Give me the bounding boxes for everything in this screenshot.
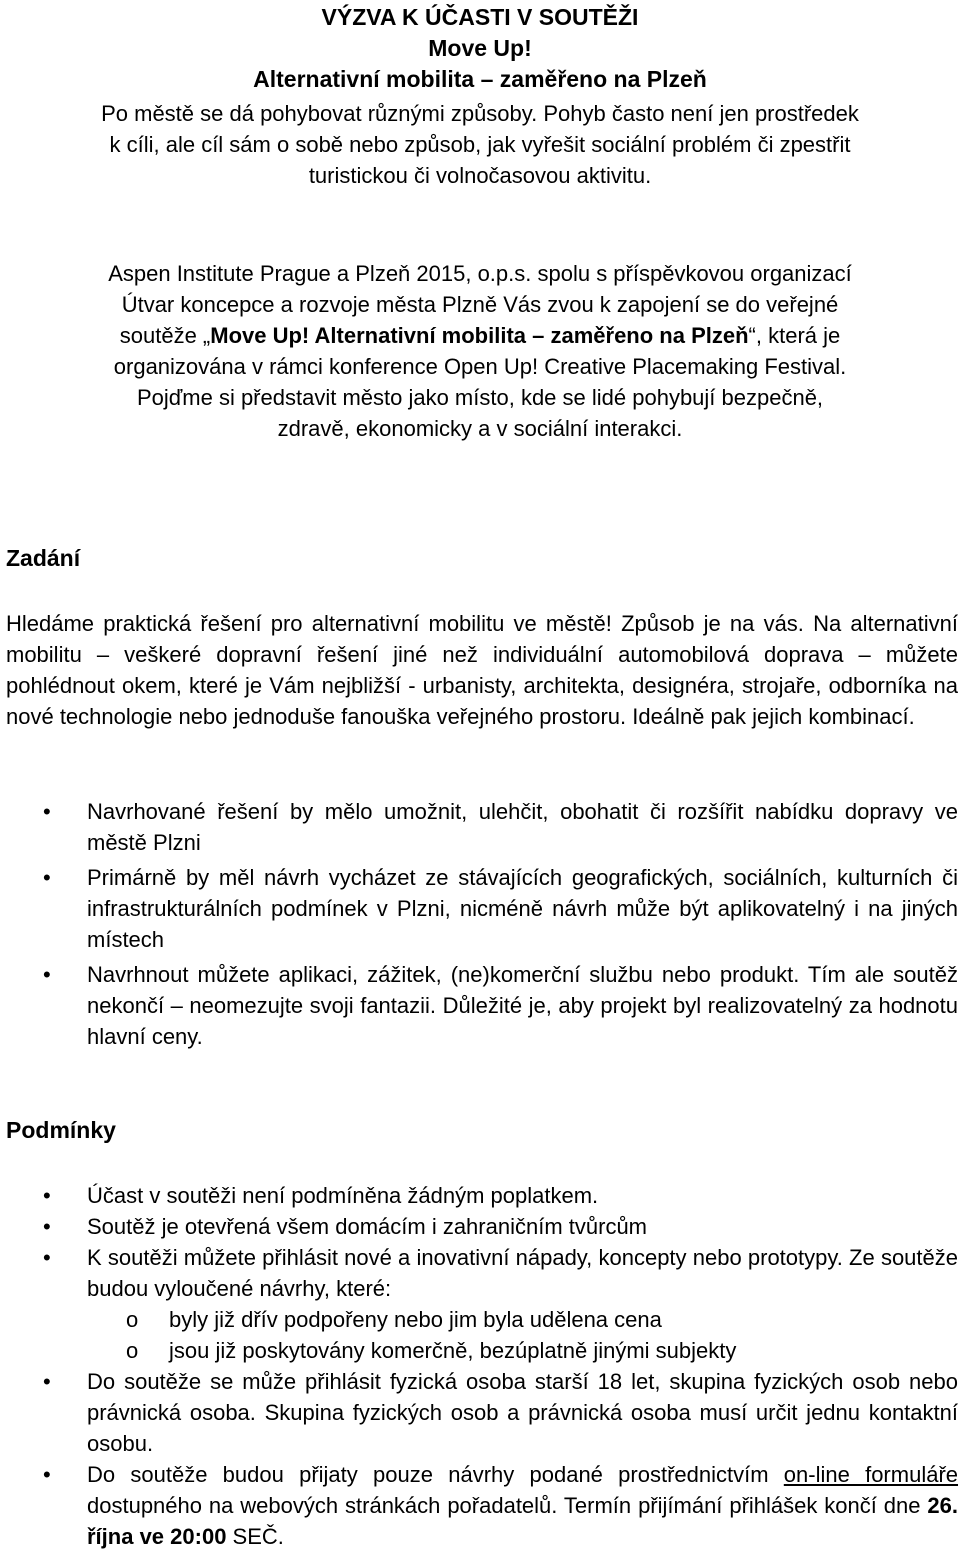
list-item-text: Do soutěže se může přihlásit fyzická osoba starší 18 let, skupina fyzických osob nebo právnická osoba. Skupina fyzických osob a právnická osoba musí určit jednu kontaktní osobu. [87,1369,958,1456]
circle-bullet-icon: o [126,1307,139,1332]
bullet-icon: • [43,1183,51,1208]
list-item-text: Primárně by měl návrh vycházet ze stávajících geografických, sociálních, kulturních či infrastrukturálních podmínek v Plzni, nicméně návrh může být aplikovatelný i na jiných místech [87,865,958,952]
bullet-icon: • [43,1369,51,1394]
invite-line-3-post: “, která je [748,323,841,348]
title-line-1: VÝZVA K ÚČASTI V SOUTĚŽI [321,4,639,30]
list-item [0,1366,960,1459]
invite-line-1: Aspen Institute Prague a Plzeň 2015, o.p.s. spolu s příspěvkovou organizací [108,261,852,286]
podminky-bullet-list [0,1180,960,1552]
list-item-text: Navrhované řešení by mělo umožnit, ulehčit, obohatit či rozšířit nabídku dopravy ve městě Plzni [87,799,958,855]
bullet-icon: • [43,1214,51,1239]
list-item [0,1211,960,1242]
intro-paragraph [0,98,960,191]
intro-line-3: turistickou či volnočasovou aktivitu. [308,163,652,188]
sub-list [87,1304,958,1366]
invite-line-3-pre: soutěže „ [119,323,211,348]
section-heading-zadani: Zadání [6,545,81,571]
section-heading-podminky: Podmínky [6,1117,116,1143]
circle-bullet-icon: o [126,1338,139,1363]
list-item-text-mid: dostupného na webových stránkách pořadatelů. Termín přijímání přihlášek končí dne [87,1493,928,1518]
zadani-paragraph: Hledáme praktická řešení pro alternativní mobilitu ve městě! Způsob je na vás. Na alternativní mobilitu – veškeré dopravní řešení jiné než individuální automobilová doprava – můžete pohlédnout okem, které je Vám nejbližší - urbanisty, architekta, designéra, strojaře, odborníka na nové technologie nebo jednoduše fanouška veřejného prostoru. Ideálně pak jejich kombinací. [6,611,958,729]
sub-list-item [0,1335,958,1366]
title-line-2: Move Up! [428,35,532,61]
list-item-text: Navrhnout můžete aplikaci, zážitek, (ne)komerční službu nebo produkt. Tím ale soutěž nekončí – neomezujte svoji fantazii. Důležité je, aby projekt byl realizovatelný za hodnotu hlavní ceny. [87,962,958,1049]
invite-line-2: Útvar koncepce a rozvoje města Plzně Vás zvou k zapojení se do veřejné [121,292,839,317]
sub-list-item-text: byly již dřív podpořeny nebo jim byla udělena cena [169,1307,662,1332]
bullet-icon: • [43,865,51,890]
deadline: 26. října ve 20:00 [87,1493,958,1549]
invite-line-5: Pojďme si představit město jako místo, kde se lidé pohybují bezpečně, [136,385,824,410]
sub-list-item-text: jsou již poskytovány komerčně, bezúplatně jinými subjekty [169,1338,737,1363]
invite-line-6: zdravě, ekonomicky a v sociální interakci. [277,416,683,441]
list-item-text: Účast v soutěži není podmíněna žádným poplatkem. [87,1183,599,1208]
list-item [0,1242,960,1366]
competition-name: Move Up! Alternativní mobilita – zaměřeno na Plzeň [210,323,749,348]
list-item [0,1459,960,1552]
zadani-bullet-list [0,796,960,1056]
title-line-3: Alternativní mobilita – zaměřeno na Plzeň [253,66,707,92]
bullet-icon: • [43,962,51,987]
invite-line-3 [0,320,960,351]
intro-line-1: Po městě se dá pohybovat různými způsoby. Pohyb často není jen prostředek [101,101,859,126]
sub-list-item [0,1304,958,1335]
document-title [0,0,960,95]
list-item [0,862,960,955]
list-item [0,959,960,1052]
list-item-text-pre: Do soutěže budou přijaty pouze návrhy podané prostřednictvím [87,1462,784,1487]
list-item [0,1180,960,1211]
bullet-icon: • [43,799,51,824]
list-item-text-post: SEČ. [226,1524,284,1549]
invite-line-4: organizována v rámci konference Open Up! Creative Placemaking Festival. [113,354,847,379]
list-item [0,796,960,858]
invite-paragraph [0,258,960,444]
bullet-icon: • [43,1245,51,1270]
intro-line-2: k cíli, ale cíl sám o sobě nebo způsob, jak vyřešit sociální problém či zpestřit [109,132,851,157]
online-form-link[interactable]: on-line formuláře [783,1462,959,1487]
list-item-text: Soutěž je otevřená všem domácím i zahraničním tvůrcům [87,1214,648,1239]
list-item-text: K soutěži můžete přihlásit nové a inovativní nápady, koncepty nebo prototypy. Ze soutěže budou vyloučené návrhy, které: [87,1245,958,1301]
bullet-icon: • [43,1462,51,1487]
